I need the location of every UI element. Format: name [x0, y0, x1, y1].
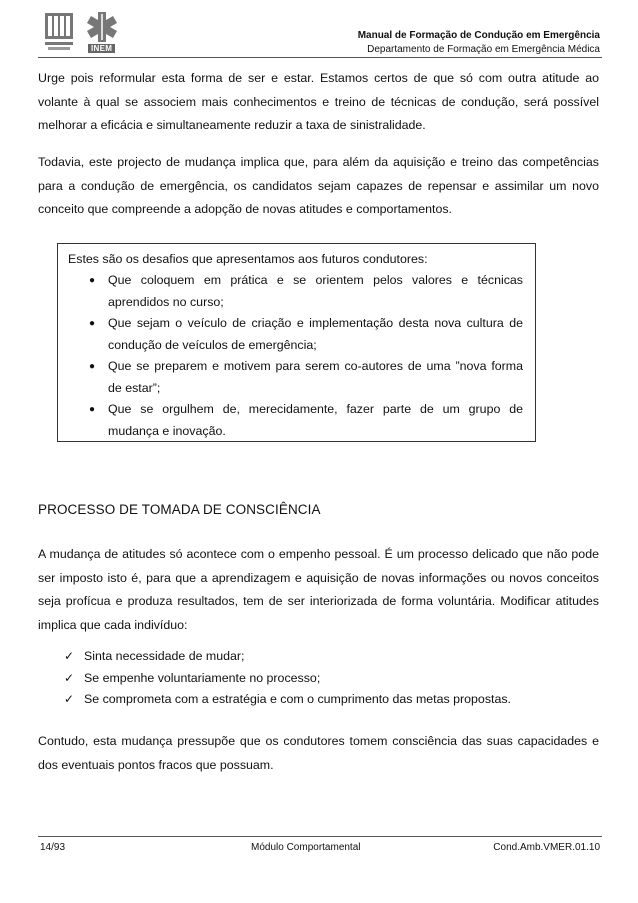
page-header — [38, 8, 602, 58]
checkmark-icon: ✓ — [64, 649, 75, 663]
list-item-text: Sinta necessidade de mudar; — [84, 649, 245, 663]
list-item-text: Se comprometa com a estratégia e com o cumprimento das metas propostas. — [84, 692, 511, 707]
challenges-list — [68, 270, 523, 442]
bullet-icon: ● — [89, 318, 96, 329]
document-code: Cond.Amb.VMER.01.10 — [493, 842, 600, 853]
list-item — [64, 689, 584, 711]
checkmark-icon: ✓ — [64, 670, 75, 685]
list-item — [68, 399, 523, 442]
paragraph-1: Urge pois reformular esta forma de ser e estar. Estamos certos de que só com outra atitude ao volante à qual se associem mais conhecimentos e treino de técnicas de condução, será possível melhorar a eficácia e simultaneamente reduzir a taxa de sinistralidade. — [38, 71, 599, 133]
list-item-text: Se empenhe voluntariamente no processo; — [84, 670, 321, 685]
challenges-box — [57, 243, 536, 442]
list-item — [68, 270, 523, 313]
page-number: 14/93 — [40, 842, 66, 853]
checkmark-icon: ✓ — [64, 692, 75, 707]
list-item — [64, 646, 584, 668]
inem-logo-text: INEM — [88, 44, 115, 53]
bullet-icon: ● — [89, 404, 96, 415]
list-item-text: Que sejam o veículo de criação e implementação desta nova cultura de condução de veículos de emergência; — [108, 316, 523, 352]
paragraph-3: A mudança de atitudes só acontece com o empenho pessoal. É um processo delicado que não pode ser imposto isto é, para que a aprendizagem e aquisição de novas informações ou novos conceitos seja profícua e produza resultados, tem de ser interiorizada de forma voluntária. Modificar atitudes implica que cada indivíduo: — [38, 547, 599, 633]
challenges-intro: Estes são os desafios que apresentamos aos futuros condutores: — [68, 252, 428, 266]
list-item-text: Que se preparem e motivem para serem co-autores de uma ”nova forma de estar”; — [108, 359, 523, 395]
page-footer — [38, 836, 602, 856]
list-item-text: Que coloquem em prática e se orientem pelos valores e técnicas aprendidos no curso; — [108, 273, 523, 309]
module-name: Módulo Comportamental — [251, 842, 361, 853]
list-item — [68, 356, 523, 399]
list-item-text: Que se orgulhem de, merecidamente, fazer parte de um grupo de mudança e inovação. — [108, 402, 523, 438]
paragraph-4: Contudo, esta mudança pressupõe que os condutores tomem consciência das suas capacidades e dos eventuais pontos fracos que possuam. — [38, 734, 599, 772]
department-subtitle: Departamento de Formação em Emergência Médica — [367, 44, 600, 55]
manual-title: Manual de Formação de Condução em Emergência — [357, 30, 600, 41]
list-item — [64, 668, 584, 690]
bullet-icon: ● — [89, 275, 96, 286]
paragraph-2: Todavia, este projecto de mudança implica que, para além da aquisição e treino das competências para a condução de emergência, os candidatos sejam capazes de repensar e assimilar um novo conceito que compreende a adopção de novas atitudes e comportamentos. — [38, 155, 599, 217]
section-title: PROCESSO DE TOMADA DE CONSCIÊNCIA — [38, 502, 321, 517]
checkmark-list — [64, 646, 584, 711]
list-item — [68, 313, 523, 356]
ministerio-saude-logo — [42, 11, 76, 53]
bullet-icon: ● — [89, 361, 96, 372]
